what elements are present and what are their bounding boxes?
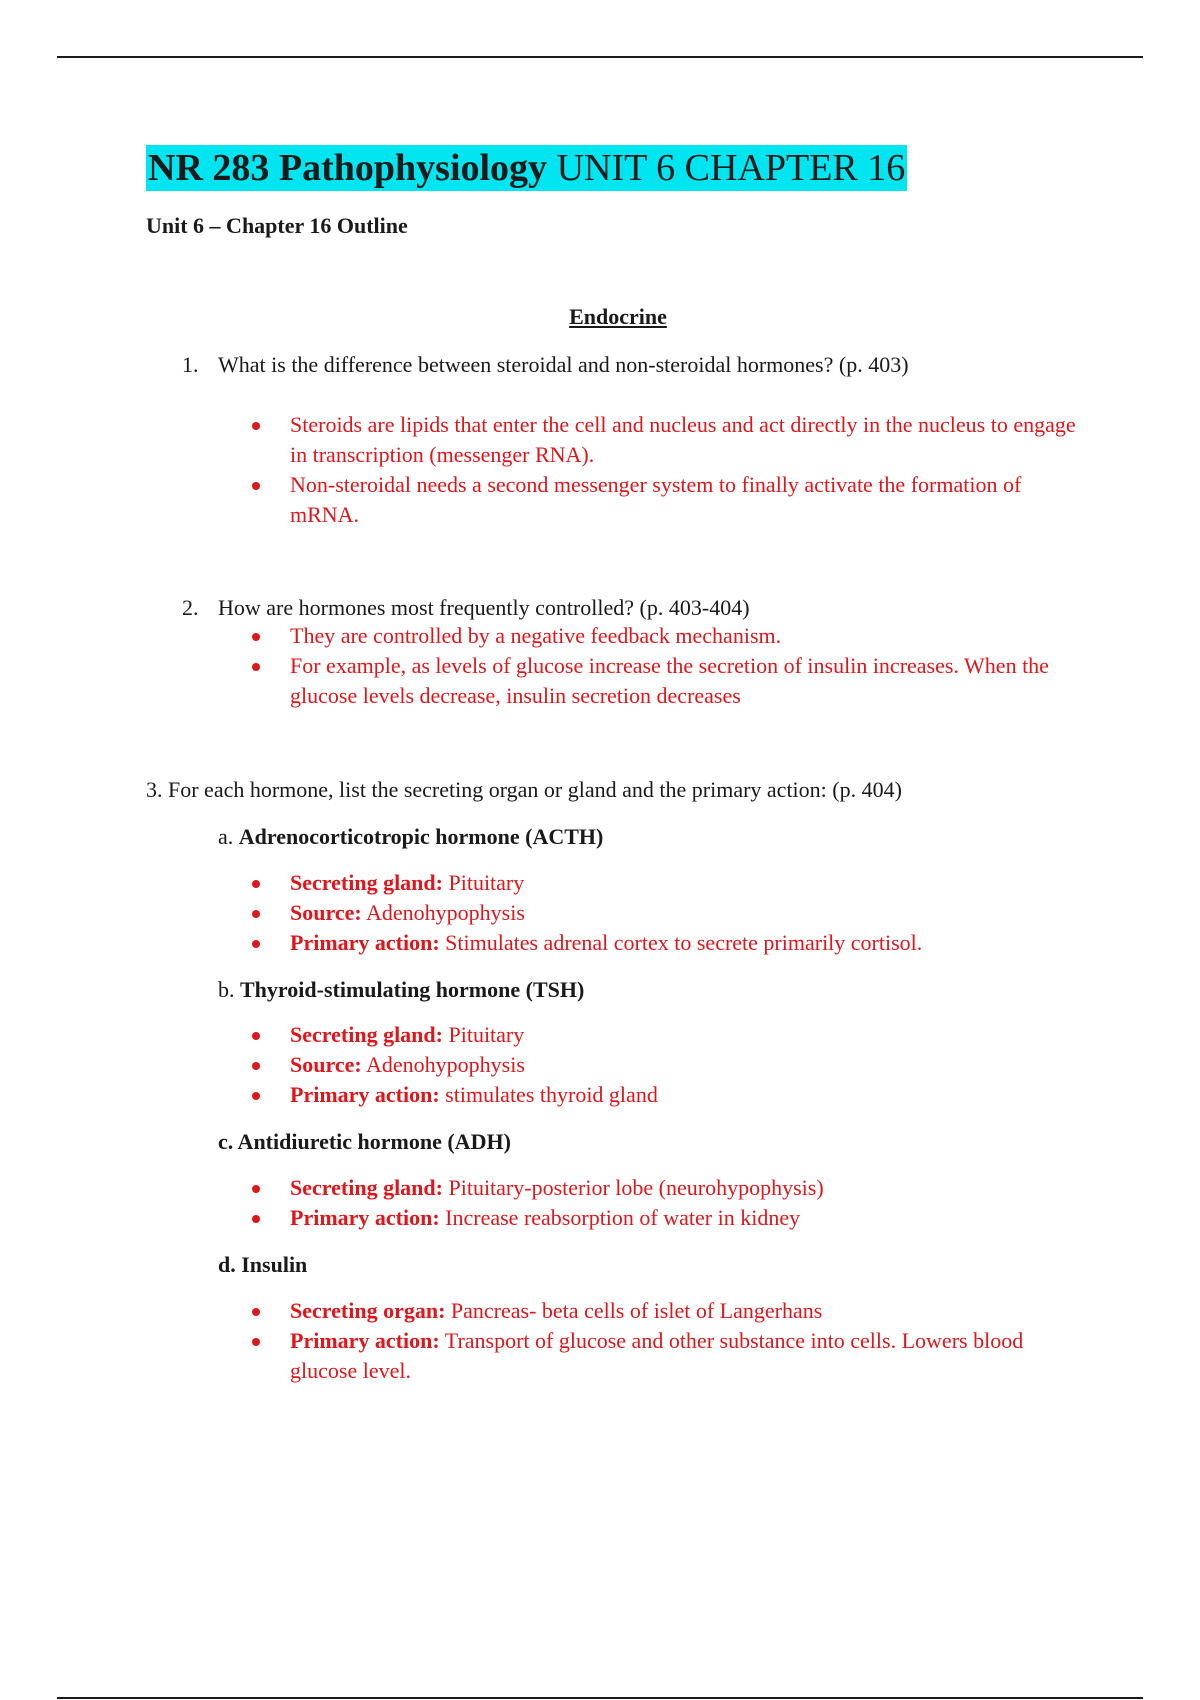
question-3-text: 3. For each hormone, list the secreting organ or gland and the primary action: (p. 404) [146, 777, 902, 802]
question-2-answers [252, 621, 1092, 711]
bullet-icon [252, 1092, 260, 1100]
question-1-text: What is the difference between steroidal and non-steroidal hormones? (p. 403) [218, 352, 909, 377]
list-item: Primary action: Transport of glucose and other substance into cells. Lowers blood glucose level. [252, 1326, 1092, 1386]
bullet-icon [252, 633, 260, 641]
title-course: NR 283 Pathophysiology [148, 147, 548, 189]
bullet-icon [252, 482, 260, 490]
bullet-icon [252, 910, 260, 918]
list-item: Non-steroidal needs a second messenger system to finally activate the formation of mRNA. [252, 470, 1092, 530]
bullet-icon [252, 1215, 260, 1223]
list-item: Secreting gland: Pituitary-posterior lobe (neurohypophysis) [252, 1173, 1092, 1203]
question-1-number: 1. [182, 352, 199, 377]
bullet-icon [252, 880, 260, 888]
list-item: Steroids are lipids that enter the cell and nucleus and act directly in the nucleus to engage in transcription (messenger RNA). [252, 410, 1092, 470]
hormone-tsh-details [252, 1020, 1092, 1110]
list-item: Primary action: Increase reabsorption of water in kidney [252, 1203, 1092, 1233]
list-item: Source: Adenohypophysis [252, 1050, 1092, 1080]
bullet-icon [252, 663, 260, 671]
list-item: Secreting organ: Pancreas- beta cells of islet of Langerhans [252, 1296, 1092, 1326]
list-item: Secreting gland: Pituitary [252, 1020, 1092, 1050]
hormone-acth-details [252, 868, 1092, 958]
hormone-adh-heading: c. Antidiuretic hormone (ADH) [218, 1129, 511, 1154]
list-item: For example, as levels of glucose increase the secretion of insulin increases. When the glucose levels decrease, insulin secretion decreases [252, 651, 1092, 711]
bullet-icon [252, 940, 260, 948]
bullet-icon [252, 1338, 260, 1346]
section-heading: Endocrine [569, 304, 667, 329]
top-rule [57, 56, 1143, 58]
question-2-text: How are hormones most frequently controlled? (p. 403-404) [218, 595, 750, 620]
question-2-number: 2. [182, 595, 199, 620]
document-subtitle: Unit 6 – Chapter 16 Outline [146, 213, 408, 238]
bullet-icon [252, 1062, 260, 1070]
document-title [146, 145, 907, 191]
hormone-tsh-heading: b. Thyroid-stimulating hormone (TSH) [218, 977, 585, 1002]
question-1-answers [252, 410, 1092, 530]
bullet-icon [252, 422, 260, 430]
bottom-rule [57, 1697, 1143, 1699]
bullet-icon [252, 1308, 260, 1316]
list-item: Secreting gland: Pituitary [252, 868, 1092, 898]
list-item: Primary action: stimulates thyroid gland [252, 1080, 1092, 1110]
hormone-adh-details [252, 1173, 1092, 1233]
list-item: Source: Adenohypophysis [252, 898, 1092, 928]
hormone-insulin-details [252, 1296, 1092, 1386]
question-2 [182, 593, 750, 623]
bullet-icon [252, 1032, 260, 1040]
list-item: They are controlled by a negative feedback mechanism. [252, 621, 1092, 651]
list-item: Primary action: Stimulates adrenal cortex to secrete primarily cortisol. [252, 928, 1092, 958]
hormone-insulin-heading: d. Insulin [218, 1252, 308, 1277]
title-unit: UNIT 6 CHAPTER 16 [547, 147, 906, 189]
question-1 [182, 350, 909, 380]
bullet-icon [252, 1185, 260, 1193]
hormone-acth-heading: a. Adrenocorticotropic hormone (ACTH) [218, 824, 604, 849]
